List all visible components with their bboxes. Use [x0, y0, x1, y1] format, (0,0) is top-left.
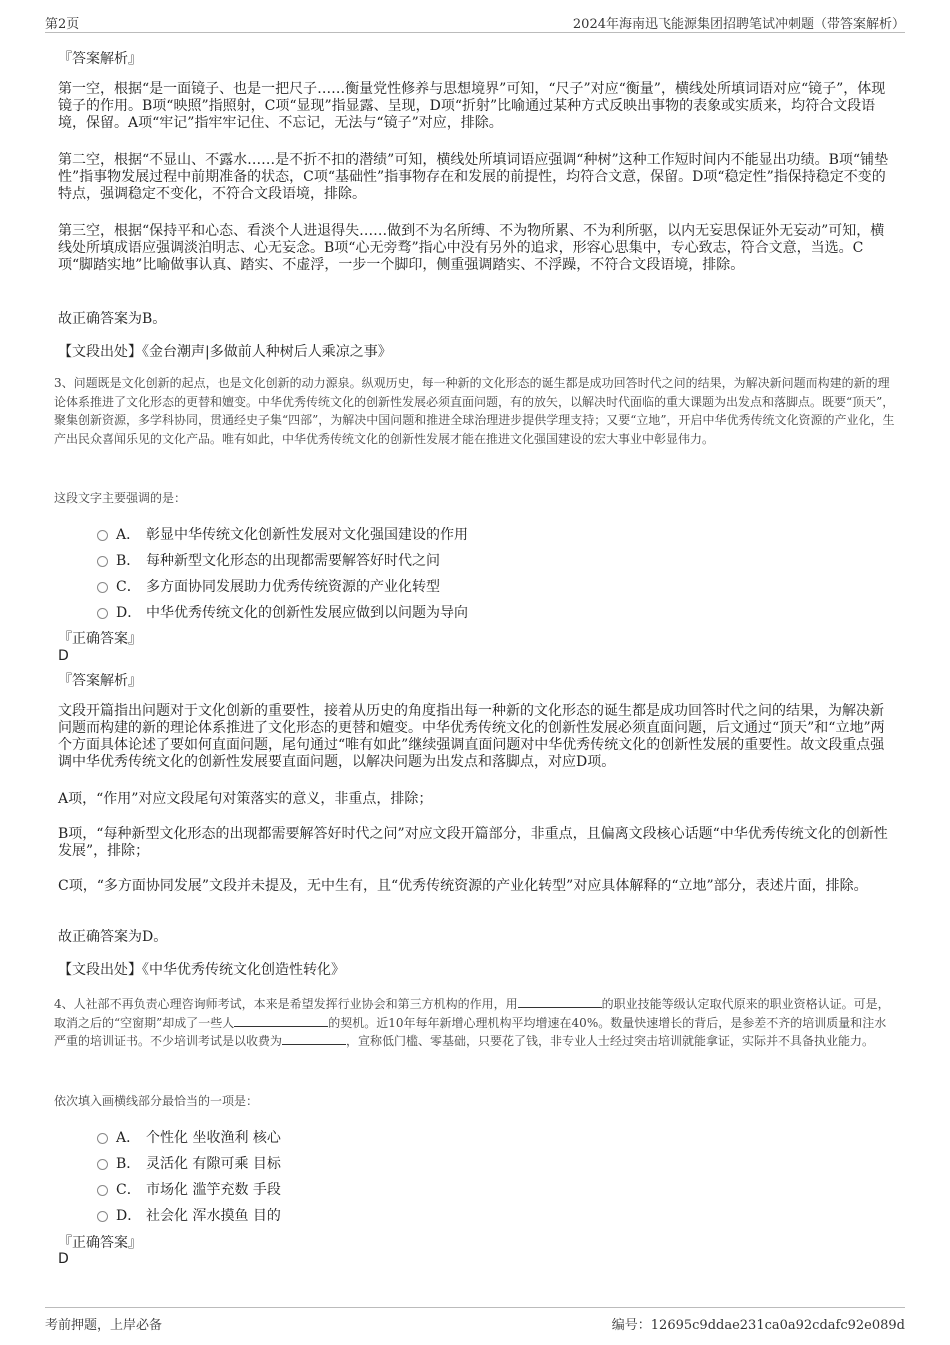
source-citation: 【文段出处】《金台潮声|多做前人种树后人乘凉之事》: [58, 344, 392, 360]
answer-analysis-heading: 『答案解析』: [58, 673, 142, 689]
fill-blank: [282, 1032, 346, 1045]
option-c[interactable]: C． 多方面协同发展助力优秀传统资源的产业化转型: [97, 576, 440, 596]
analysis-paragraph: A项，“作用”对应文段尾句对策落实的意义，非重点，排除；: [58, 791, 433, 807]
option-b[interactable]: B． 灵活化 有隙可乘 目标: [97, 1153, 281, 1173]
correct-answer-value: D: [58, 648, 69, 664]
source-citation: 【文段出处】《中华优秀传统文化创造性转化》: [58, 962, 345, 978]
analysis-paragraph: C项，“多方面协同发展”文段并未提及，无中生有，且“优秀传统资源的产业化转型”对应具体解释的“立地”部分，表述片面，排除。: [58, 878, 868, 894]
radio-icon[interactable]: [97, 582, 108, 593]
page-footer: [45, 1307, 905, 1338]
analysis-paragraph: 文段开篇指出问题对于文化创新的重要性，接着从历史的角度指出每一种新的文化形态的诞生都是成功回答时代之问的结果，为解决新问题而构建的新的理论体系推进了文化形态的更替和嬗变。中华优秀传统文化的创新性发展必须直面问题，后文通过“顶天”和“立地”两个方面具体论述了要如何直面问题，尾句通过“唯有如此”继续强调直面问题对中华优秀传统文化的创新性发展的重要性。故文段重点强调中华优秀传统文化的创新性发展要直面问题，以解决问题为出发点和落脚点，对应D项。: [58, 703, 885, 770]
radio-icon[interactable]: [97, 1185, 108, 1196]
document-title: 2024年海南迅飞能源集团招聘笔试冲刺题（带答案解析）: [572, 17, 905, 32]
radio-icon[interactable]: [97, 608, 108, 619]
conclusion-text: 故正确答案为D。: [58, 929, 168, 945]
question-text: 4、人社部不再负责心理咨询师考试，本来是希望发挥行业协会和第三方机构的作用，用 的职业技能等级认定取代原来的职业资格认证。可是，取消之后的“空窗期”却成了一些人 的契机。近10年每年新增心理机构平均增速在40%。数量快速增长的背后，是参差不齐的培训质量和注水严重的培训证书。不少培训考试是以收费为 ，宣称低门槛、零基础，只要花了钱，非专业人士经过突击培训就能拿证，实际并不具备执业能力。: [54, 997, 890, 1048]
question-prompt: 依次填入画横线部分最恰当的一项是：: [54, 1094, 259, 1108]
question-prompt: 这段文字主要强调的是：: [54, 491, 187, 505]
radio-icon[interactable]: [97, 530, 108, 541]
radio-icon[interactable]: [97, 556, 108, 567]
question-text: 3、问题既是文化创新的起点，也是文化创新的动力源泉。纵观历史，每一种新的文化形态的诞生都是成功回答时代之问的结果，为解决新问题而构建的新的理论体系推进了文化形态的更替和嬗变。中华优秀传统文化的创新性发展必须直面问题，有的放矢，以解决时代面临的重大课题为出发点和落脚点。既要“顶天”，聚集创新资源，多学科协同，贯通经史子集“四部”，为解决中国问题和推进全球治理进步提供学理支持；又要“立地”，开启中华优秀传统文化资源的产业化，生产出民众喜闻乐见的文化产品。唯有如此，中华优秀传统文化的创新性发展才能在推进文化强国建设的宏大事业中彰显伟力。: [54, 376, 895, 446]
analysis-paragraph: B项，“每种新型文化形态的出现都需要解答好时代之问”对应文段开篇部分，非重点，且偏离文段核心话题“中华优秀传统文化的创新性发展”，排除；: [58, 826, 888, 859]
option-a[interactable]: A． 个性化 坐收渔利 核心: [97, 1127, 281, 1147]
document-id: 编号：12695c9ddae231ca0a92cdafc92e089d: [611, 1318, 905, 1333]
footer-slogan: 考前押题，上岸必备: [45, 1318, 163, 1333]
radio-icon[interactable]: [97, 1159, 108, 1170]
correct-answer-value: D: [58, 1251, 69, 1267]
radio-icon[interactable]: [97, 1211, 108, 1222]
correct-answer-heading: 『正确答案』: [58, 631, 142, 647]
option-a[interactable]: A． 彰显中华传统文化创新性发展对文化强国建设的作用: [97, 524, 468, 544]
correct-answer-heading: 『正确答案』: [58, 1235, 142, 1251]
answer-analysis-heading: 『答案解析』: [58, 51, 142, 67]
radio-icon[interactable]: [97, 1133, 108, 1144]
option-d[interactable]: D． 社会化 浑水摸鱼 目的: [97, 1205, 281, 1225]
fill-blank: [234, 1014, 328, 1027]
page-number: 第2页: [45, 17, 80, 32]
analysis-paragraph: 第三空，根据“保持平和心态、看淡个人进退得失……做到不为名所缚、不为物所累、不为利所驱，以内无妄思保证外无妄动”可知，横线处所填成语应强调淡泊明志、心无妄念。B项“心无旁骛”指心中没有另外的追求，形容心思集中，专心致志，符合文意，当选。C项“脚踏实地”比喻做事认真、踏实、不虚浮，一步一个脚印，侧重强调踏实、不浮躁，不符合文段语境，排除。: [58, 223, 885, 273]
page-header: [45, 10, 905, 33]
option-b[interactable]: B． 每种新型文化形态的出现都需要解答好时代之问: [97, 550, 440, 570]
conclusion-text: 故正确答案为B。: [58, 311, 167, 327]
analysis-paragraph: 第二空，根据“不显山、不露水……是不折不扣的潜绩”可知，横线处所填词语应强调“种树”这种工作短时间内不能显出功绩。B项“铺垫性”指事物发展过程中前期准备的状态，C项“基础性”指事物存在和发展的前提性，均符合文意，保留。D项“稳定性”指保持稳定不变的特点，强调稳定不变化，不符合文段语境，排除。: [58, 152, 889, 202]
option-c[interactable]: C． 市场化 滥竽充数 手段: [97, 1179, 281, 1199]
fill-blank: [518, 995, 602, 1008]
option-d[interactable]: D． 中华优秀传统文化的创新性发展应做到以问题为导向: [97, 602, 468, 622]
analysis-paragraph: 第一空，根据“是一面镜子、也是一把尺子……衡量党性修养与思想境界”可知，“尺子”对应“衡量”，横线处所填词语对应“镜子”，体现镜子的作用。B项“映照”指照射，C项“显现”指显露、呈现，D项“折射”比喻通过某种方式反映出事物的表象或实质来，均符合文段语境，保留。A项“牢记”指牢牢记住、不忘记，无法与“镜子”对应，排除。: [58, 81, 886, 131]
